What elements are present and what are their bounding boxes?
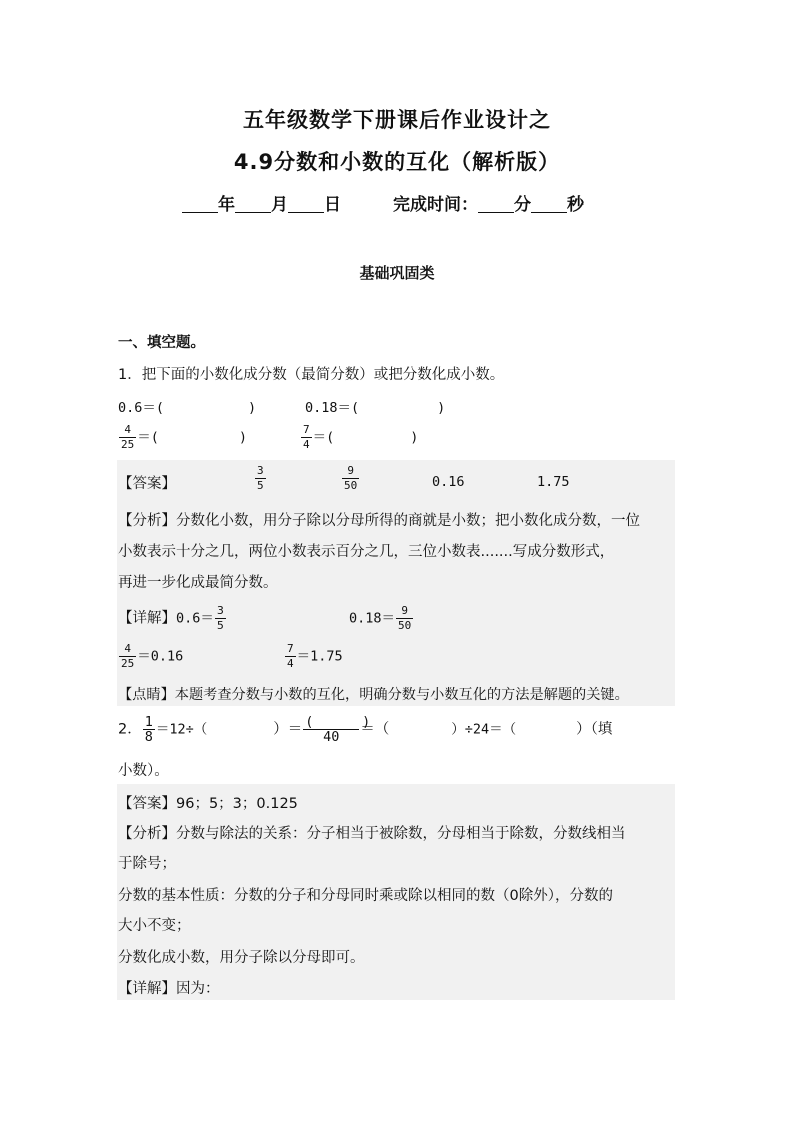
blank-fraction[interactable]: $\frac{( )}{40}$ (305, 714, 371, 745)
q2-analysis-line4: 大小不变； (118, 918, 191, 934)
q1-item-d: $\frac{7}{4}$ ＝( ) (303, 423, 419, 451)
minutes-blank[interactable] (478, 196, 514, 213)
q1-point: 【点睛】本题考查分数与小数的互化，明确分数与小数互化的方法是解题的关键。 (118, 687, 629, 703)
q1-item-a: 0.6＝( ) (118, 400, 257, 416)
page-title-line1: 五年级数学下册课后作业设计之 (243, 108, 551, 132)
q1-answer-1: $\frac{3}{5}$ (257, 464, 264, 492)
q1-detail-row1b: 0.18＝ $\frac{9}{50}$ (349, 604, 412, 632)
year-blank[interactable] (182, 196, 218, 213)
q2-analysis-line2: 于除号； (118, 856, 176, 872)
year-label: 年 (218, 195, 235, 215)
q2-stem-line2: 小数）。 (118, 763, 169, 779)
q1-answer-2: $\frac{9}{50}$ (344, 464, 358, 492)
month-label: 月 (271, 195, 288, 215)
q1-detail-row2: $\frac{4}{25}$ ＝0.16 (121, 642, 184, 670)
q1-item-b: 0.18＝( ) (305, 400, 446, 416)
q1-analysis-line3: 再进一步化成最简分数。 (118, 575, 278, 591)
q2-analysis-line1: 【分析】分数与除法的关系：分子相当于被除数，分母相当于除数，分数线相当 (118, 826, 626, 842)
day-label: 日 (324, 195, 341, 215)
part-heading: 一、填空题。 (118, 335, 205, 351)
fraction: $\frac{7}{4}$ (303, 423, 310, 451)
q2-analysis-line3: 分数的基本性质：分数的分子和分母同时乘或除以相同的数（0除外），分数的 (118, 888, 613, 904)
q1-analysis-line2: 小数表示十分之几，两位小数表示百分之几，三位小数表.......写成分数形式， (118, 544, 615, 560)
q2-detail: 【详解】因为： (118, 981, 220, 997)
q2-answer: 【答案】96；5；3；0.125 (118, 796, 298, 812)
page-title-line2: 4.9分数和小数的互化（解析版） (233, 150, 561, 174)
time-label: 完成时间： (393, 195, 478, 215)
q2-stem: 2． $\frac{1}{8}$ ＝12÷（ ）＝ $\frac{( )}{40}$ ＝（ ）÷24＝（ ）（填 (118, 714, 613, 745)
section-title: 基础巩固类 (359, 264, 435, 282)
q1-detail-row2b: $\frac{7}{4}$ ＝1.75 (287, 642, 343, 670)
q1-answer-3: 0.16 (432, 474, 465, 490)
month-blank[interactable] (235, 196, 271, 213)
date-time-line (182, 190, 584, 215)
q1-answer-label: 【答案】 (118, 476, 176, 492)
day-blank[interactable] (288, 196, 324, 213)
q1-detail-row1: 【详解】0.6＝ $\frac{3}{5}$ (118, 604, 224, 632)
q1-answer-4: 1.75 (537, 474, 570, 490)
seconds-blank[interactable] (531, 196, 567, 213)
q1-item-c: $\frac{4}{25}$ ＝( ) (121, 423, 248, 451)
q1-analysis-line1: 【分析】分数化小数，用分子除以分母所得的商就是小数；把小数化成分数，一位 (118, 513, 640, 529)
minutes-label: 分 (514, 195, 531, 215)
seconds-label: 秒 (567, 195, 584, 215)
fraction: $\frac{4}{25}$ (121, 423, 135, 451)
q2-analysis-line5: 分数化成小数，用分子除以分母即可。 (118, 950, 365, 966)
q1-stem: 1．把下面的小数化成分数（最简分数）或把分数化成小数。 (118, 367, 505, 383)
